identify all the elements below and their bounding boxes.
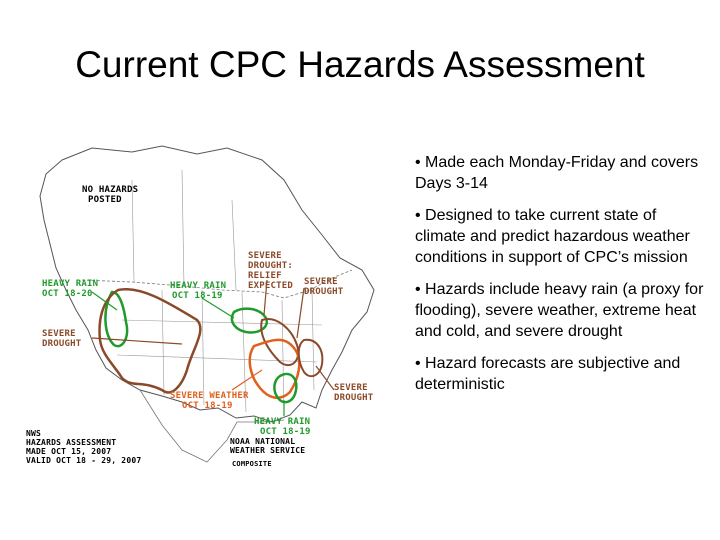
severe-drought-relief-label: SEVERE DROUGHT: RELIEF EXPECTED	[248, 251, 293, 291]
bullet-item: • Hazard forecasts are subjective and deterministic	[415, 355, 681, 393]
bullet-item: • Made each Monday-Friday and covers Days 3-14	[415, 154, 699, 192]
drought-west-area	[100, 289, 201, 392]
noaa-credit-label: NOAA NATIONAL WEATHER SERVICE	[230, 437, 306, 455]
bullet-list	[415, 152, 705, 406]
hazards-map-svg	[22, 140, 410, 470]
heavy-rain-mid-label: HEAVY RAIN OCT 18-19	[170, 281, 227, 301]
severe-drought-se-label: SEVERE DROUGHT	[334, 383, 374, 403]
bullet-item: • Designed to take current state of climate and predict hazardous weather conditions in support of CPC’s mission	[415, 207, 690, 266]
heavy-rain-west-label: HEAVY RAIN OCT 18-20	[42, 279, 99, 299]
slide-title: Current CPC Hazards Assessment	[75, 44, 645, 85]
no-hazards-label: NO HAZARDS POSTED	[82, 185, 139, 205]
hazards-map	[22, 140, 410, 470]
heavy-rain-south-label: HEAVY RAIN OCT 18-19	[254, 417, 311, 437]
severe-drought-east-label: SEVERE DROUGHT	[304, 277, 344, 297]
severe-drought-west-label: SEVERE DROUGHT	[42, 329, 82, 349]
severe-weather-label: SEVERE WEATHER OCT 18-19	[170, 391, 249, 411]
bullet-item: • Hazards include heavy rain (a proxy for flooding), severe weather, extreme heat and cold, and severe drought	[415, 281, 704, 340]
product-info-label: NWS HAZARDS ASSESSMENT MADE OCT 15, 2007 VALID OCT 18 - 29, 2007	[26, 429, 142, 465]
composite-label: COMPOSITE	[232, 460, 272, 468]
